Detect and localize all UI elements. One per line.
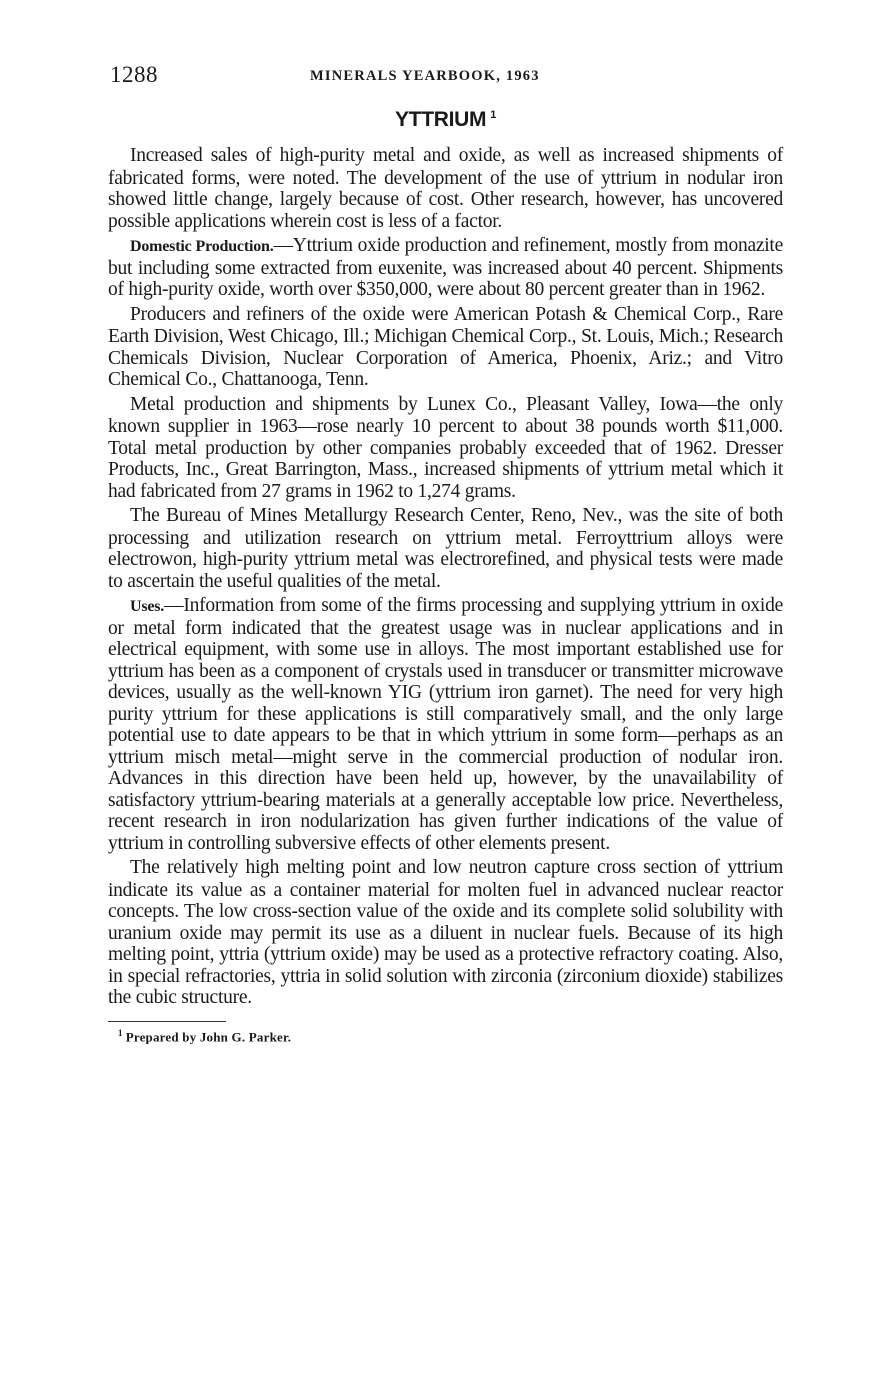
body-text [108,145,783,1009]
paragraph [108,857,783,1009]
paragraph [108,235,783,301]
footnote-text: Prepared by John G. Parker. [125,1028,292,1044]
paragraph [108,505,783,592]
paragraph-text: The relatively high melting point and low neutron capture cross section of yttrium indicate its value as a container material for molten fuel in advanced nuclear reactor concepts. The low cross-section value of the oxide and its complete solid solubility with uranium oxide may permit its use as a diluent in nuclear fuels. Because of its high melting point, yttria (yttrium oxide) may be used as a protective refractory coating. Also, in special refractories, yttria in solid solution with zirconia (zirconium dioxide) stabilizes the cubic structure. [108,857,783,1008]
page-number: 1288 [110,62,158,87]
footnote-marker: 1 [118,1027,123,1038]
section-title [108,108,783,132]
run-in-heading: Uses. [130,598,165,615]
title-footnote-marker: 1 [490,109,497,121]
running-header [108,56,783,90]
footnote [118,1028,783,1045]
paragraph-text: The Bureau of Mines Metallurgy Research Center, Reno, Nev., was the site of both processing and utilization research on yttrium metal. Ferroyttrium alloys were electrowon, high-purity yttrium metal was electrorefined, and physical tests were made to ascertain the useful qualities of the metal. [108,505,783,592]
paragraph-text: Increased sales of high-purity metal and oxide, as well as increased shipments of fabricated forms, were noted. The development of the use of yttrium in nodular iron showed little change, largely because of cost. Other research, however, has uncovered possible applications wherein cost is less of a factor. [108,145,783,232]
paragraph-text: Producers and refiners of the oxide were American Potash & Chemical Corp., Rare Earth Division, West Chicago, Ill.; Michigan Chemical Corp., St. Louis, Mich.; Research Chemicals Division, Nuclear Corporation of America, Phoenix, Ariz.; and Vitro Chemical Co., Chattanooga, Tenn. [108,303,783,390]
paragraph-text: —Information from some of the firms processing and supplying yttrium in oxide or metal form indicated that the greatest usage was in nuclear applications and in electrical equipment, with some use in alloys. The most important established use for yttrium has been as a component of crystals used in transducer or transmitter microwave devices, usually as the well-known YIG (yttrium iron garnet). The need for very high purity yttrium for these applications is still comparatively small, and the only large potential use to date appears to be that in which yttrium in some form—perhaps as an yttrium misch metal—might serve in the commercial production of nodular iron. Advances in this direction have been held up, however, by the unavailability of satisfactory yttrium-bearing materials at a generally acceptable low price. Nevertheless, recent research in iron nodularization has given further indications of the value of yttrium in controlling subversive effects of other elements present. [108,595,783,854]
paragraph [108,394,783,503]
section-title-text: YTTRIUM [394,108,487,131]
running-title: MINERALS YEARBOOK, 1963 [310,68,540,84]
paragraph [108,145,783,232]
footnote-divider [108,1021,226,1022]
paragraph-text: —Yttrium oxide production and refinement, mostly from monazite but including some extracted from euxenite, was increased about 40 percent. Shipments of high-purity oxide, worth over $350,000, were about 80 percent greater than in 1962. [108,235,783,300]
paragraph [108,304,783,391]
run-in-heading: Domestic Production. [130,238,274,255]
paragraph-text: Metal production and shipments by Lunex Co., Pleasant Valley, Iowa—the only known supplier in 1963—rose nearly 10 percent to about 38 pounds worth $11,000. Total metal production by other companies probably exceeded that of 1962. Dresser Products, Inc., Great Barrington, Mass., increased shipments of yttrium metal which it had fabricated from 27 grams in 1962 to 1,274 grams. [108,393,783,502]
document-page [108,56,783,1045]
paragraph [108,595,783,854]
